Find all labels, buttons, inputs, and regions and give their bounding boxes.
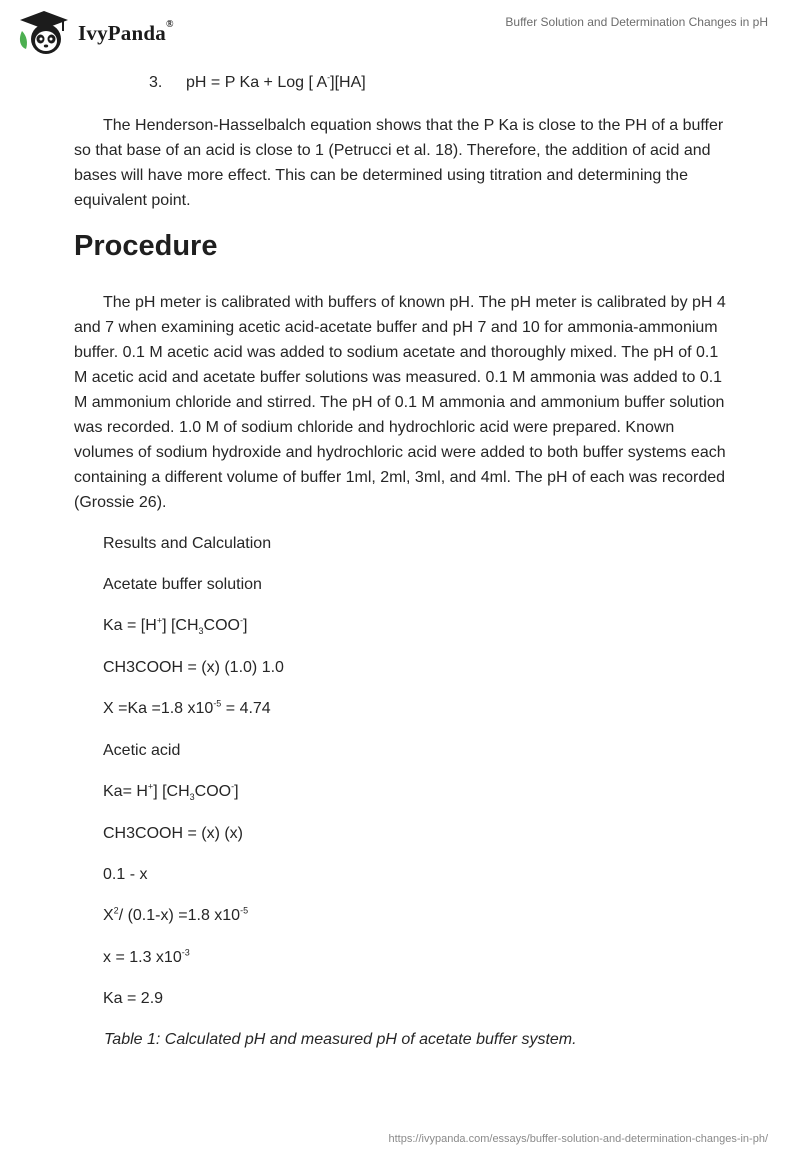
ivypanda-logo[interactable]: [16, 9, 174, 57]
x-squared-line: $X^2/$ (0.1-x) =1.8 $x10^{-5}$: [103, 905, 249, 924]
results-title: Results and Calculation: [103, 535, 272, 552]
source-url-link[interactable]: https://ivypanda.com/essays/buffer-solution-and-determination-changes-in-ph/: [388, 1133, 768, 1145]
brand-name: IvyPanda®: [78, 18, 174, 45]
ch3cooh-line-1: CH3COOH = (x) (1.0) 1.0: [103, 659, 284, 676]
document-title: Buffer Solution and Determination Changes in pH: [505, 15, 768, 29]
procedure-paragraph: The pH meter is calibrated with buffers of known pH. The pH meter is calibrated by pH 4 and 7 when examining acetic acid-acetate buffer and pH 7 and 10 for ammonia-ammonium buffer. 0.1 M acetic acid was added to sodium acetate and thoroughly mixed. The pH of 0.1 M acetic acid and acetate buffer solutions was measured. 0.1 M ammonia was added to 0.1 M ammonium chloride and stirred. The pH of 0.1 M ammonia and ammonium buffer solution was recorded. 1.0 M of sodium chloride and hydrochloric acid were prepared. Known volumes of sodium hydroxide and hydrochloric acid were added to both buffer systems each containing a different volume of buffer 1ml, 2ml, 3ml, and 4ml. The pH of each was recorded (Grossie 26).: [74, 294, 726, 511]
registered-mark: ®: [165, 18, 174, 30]
ka-value-line: Ka = 2.9: [103, 990, 164, 1007]
concentration-line: 0.1 - x: [103, 866, 148, 883]
table-caption: Table 1: Calculated pH and measured pH of acetate buffer system.: [104, 1031, 577, 1048]
x-ka-line: X =Ka =1.8 $x10^{-5} = 4.74$: [103, 698, 271, 717]
section-heading: Procedure: [74, 230, 218, 262]
equation-number: 3.: [149, 74, 163, 91]
henderson-hasselbalch-equation: pH = P Ka + Log [ A-][HA]: [186, 72, 366, 91]
ch3cooh-line-2: CH3COOH = (x) (x): [103, 825, 243, 842]
x-value-line: x = 1.3 $x10^{-3}$: [103, 947, 190, 966]
acetate-title: Acetate buffer solution: [103, 576, 262, 593]
panda-graduate-icon: [16, 9, 72, 57]
intro-paragraph: The Henderson-Hasselbalch equation shows that the P Ka is close to the PH of a buffer so that base of an acid is close to 1 (Petrucci et al. 18). Therefore, the addition of acid and bases will have more effect. This can be determined using titration and determining the equivalent point.: [74, 117, 724, 209]
acetic-acid-title: Acetic acid: [103, 742, 181, 759]
ka-equation-2: Ka= H+] $[CH_3COO^-]$: [103, 781, 239, 803]
ka-equation-1: Ka = [H+] $[CH_3COO^-]$: [103, 615, 248, 637]
